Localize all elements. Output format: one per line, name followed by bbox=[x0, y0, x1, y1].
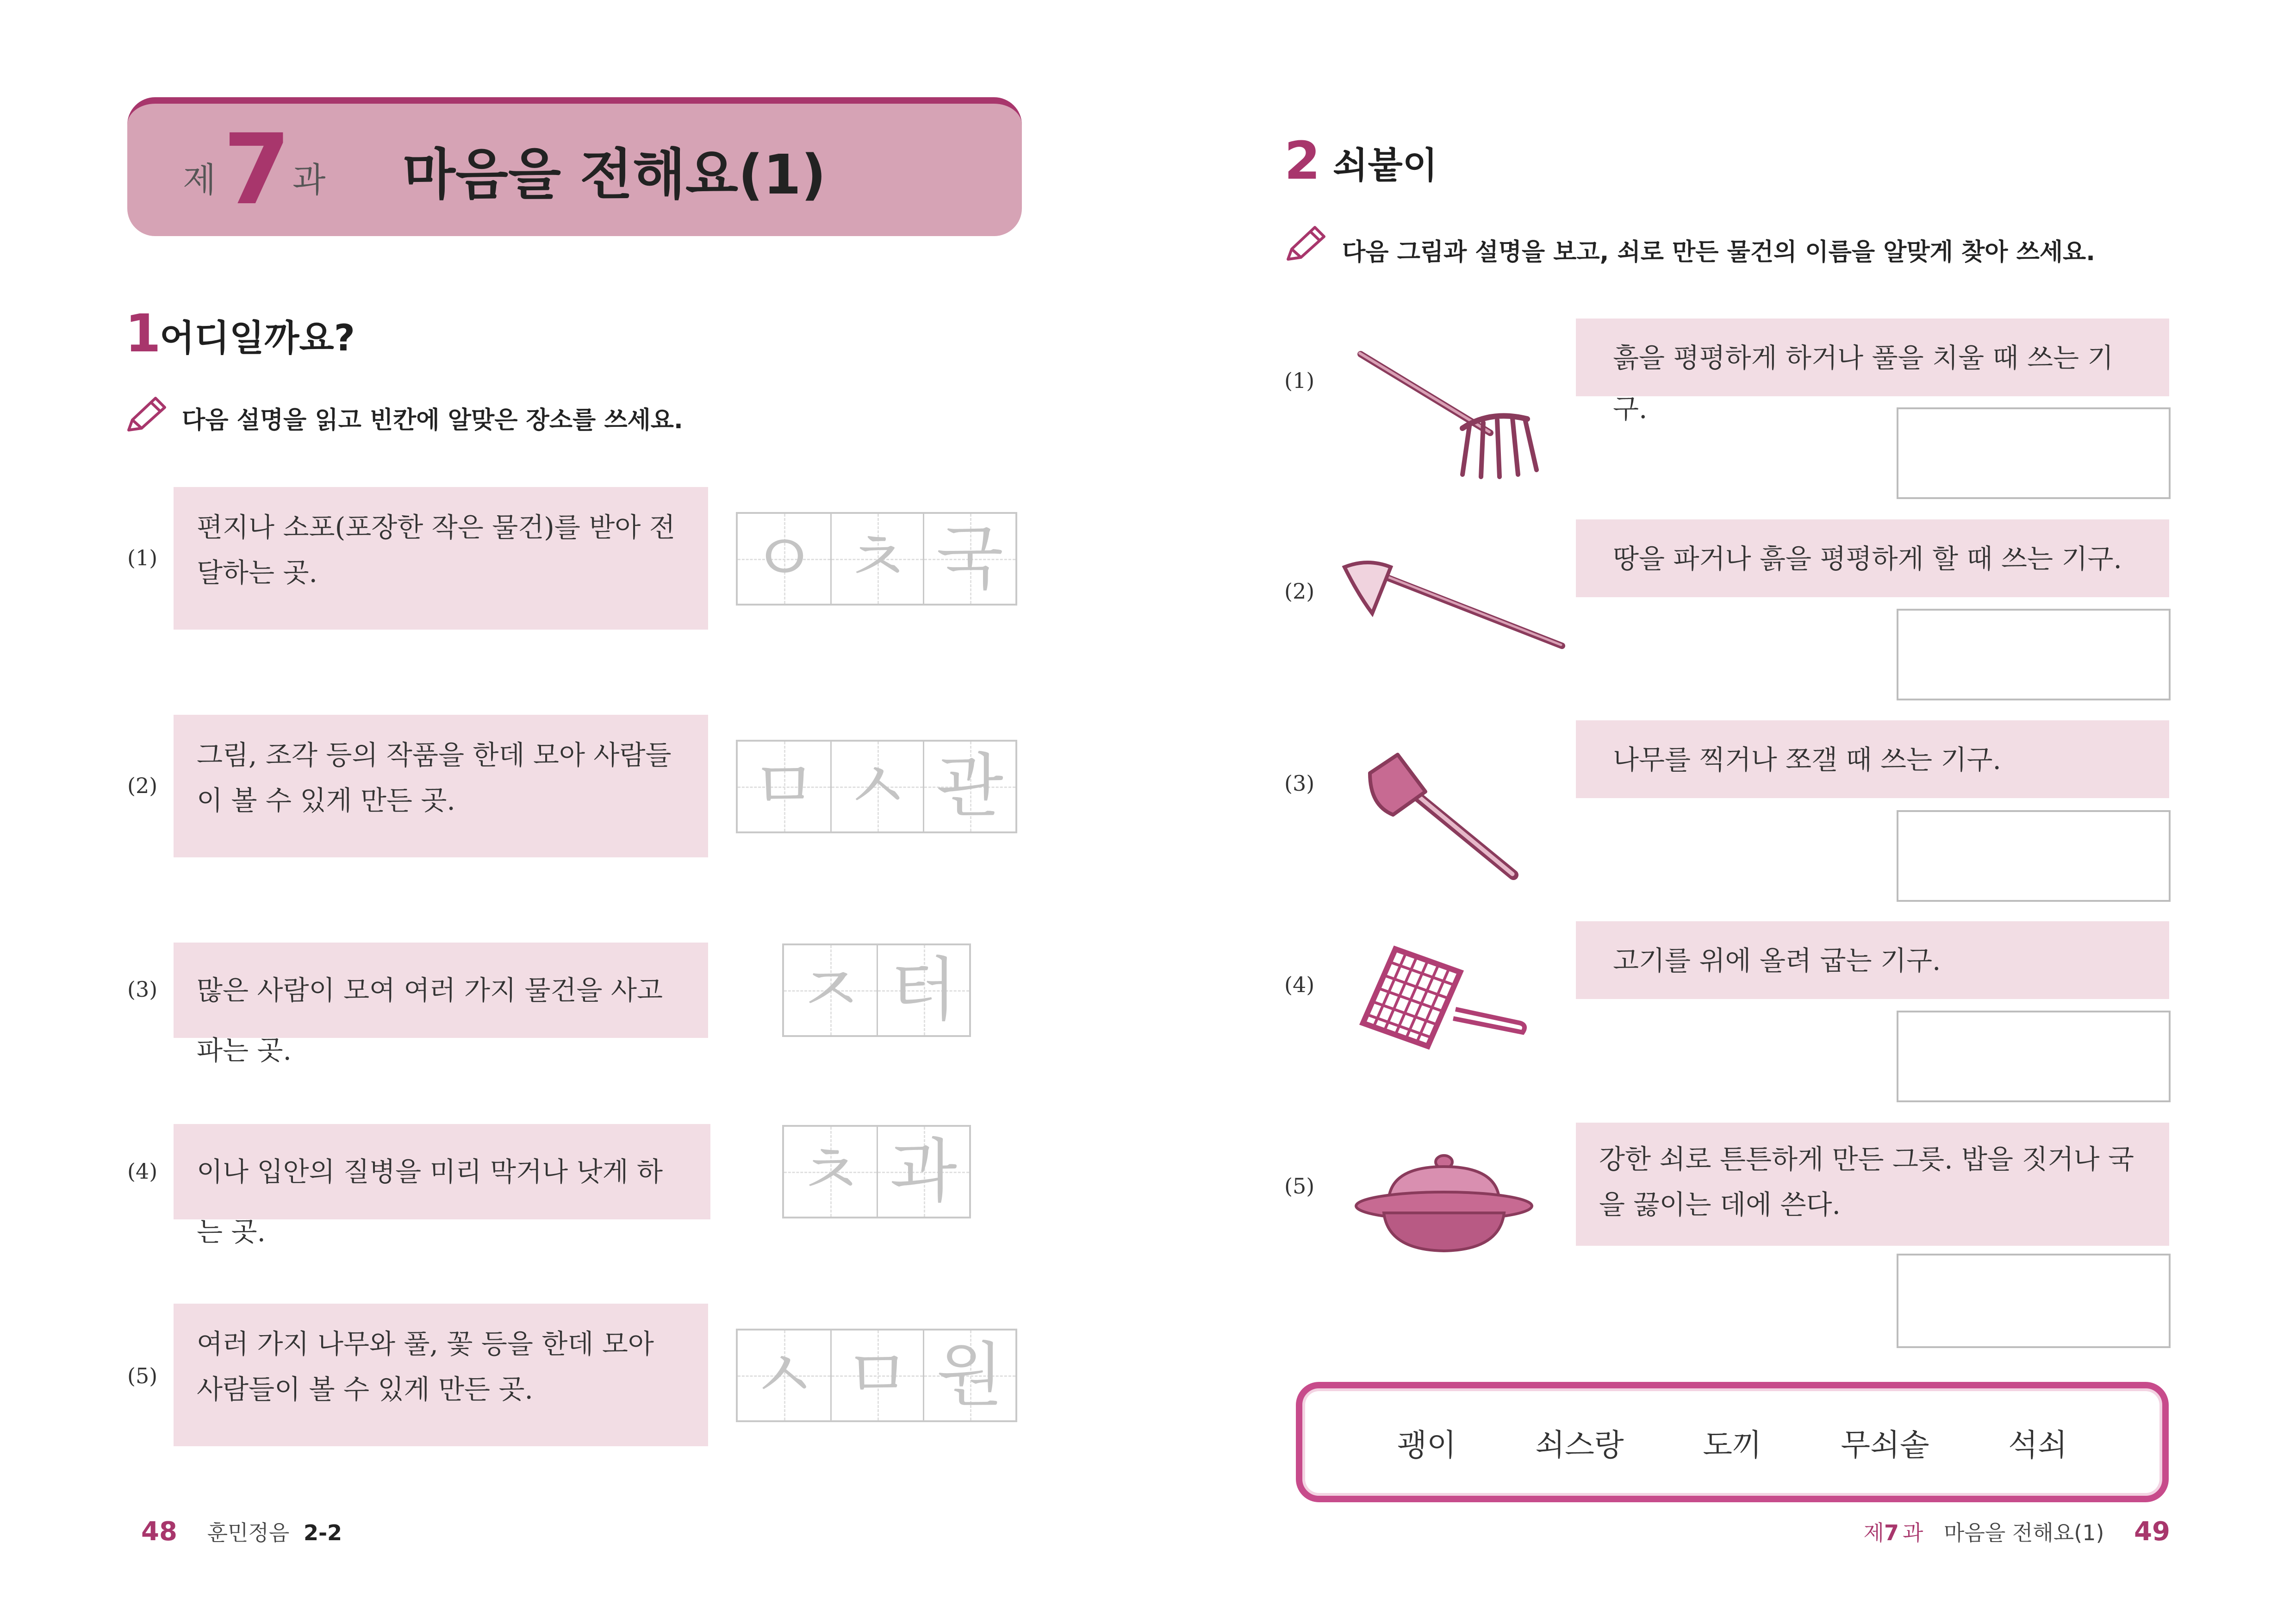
section1-instruction: 다음 설명을 읽고 빈칸에 알맞은 장소를 쓰세요. bbox=[182, 406, 683, 434]
answer-box[interactable] bbox=[1897, 407, 2171, 499]
word-bank-item: 석쇠 bbox=[2008, 1427, 2067, 1463]
answer-writing-grid[interactable] bbox=[736, 1329, 1017, 1422]
question-label: (1) bbox=[127, 545, 158, 570]
question-description: 나무를 찍거나 쪼갤 때 쓰는 기구. bbox=[1576, 720, 2169, 798]
hoe-icon bbox=[1340, 553, 1571, 662]
question-label: (4) bbox=[1284, 972, 1315, 997]
pencil-icon bbox=[1284, 224, 1328, 263]
iron-pot-icon bbox=[1351, 1148, 1537, 1261]
left-page-footer bbox=[141, 1516, 342, 1547]
word-bank-item: 괭이 bbox=[1397, 1427, 1456, 1463]
section2-number: 2 bbox=[1284, 131, 1320, 191]
question-description: 여러 가지 나무와 풀, 꽃 등을 한데 모아 사람들이 볼 수 있게 만든 곳. bbox=[174, 1304, 708, 1446]
footer-lesson-number: 7 bbox=[1884, 1520, 1899, 1545]
lesson-suffix: 과 bbox=[292, 160, 326, 200]
grid-cell[interactable]: 국 bbox=[923, 514, 1015, 604]
answer-writing-grid[interactable] bbox=[736, 740, 1017, 833]
question-label: (2) bbox=[127, 773, 158, 798]
section1-title: 어디일까요? bbox=[160, 318, 355, 359]
rake-icon bbox=[1351, 340, 1546, 490]
grid-cell[interactable]: 원 bbox=[923, 1330, 1015, 1420]
grid-cell[interactable]: ㅅ bbox=[738, 1330, 830, 1420]
question-description: 고기를 위에 올려 굽는 기구. bbox=[1576, 921, 2169, 999]
grid-cell[interactable]: ㅊ bbox=[830, 514, 923, 604]
question-label: (1) bbox=[1284, 368, 1315, 393]
question-label: (5) bbox=[1284, 1174, 1315, 1199]
question-label: (3) bbox=[127, 977, 158, 1002]
grid-cell[interactable]: 관 bbox=[923, 742, 1015, 831]
grid-cell[interactable]: ㅇ bbox=[738, 514, 830, 604]
answer-writing-grid[interactable] bbox=[782, 943, 971, 1037]
lesson-title: 마음을 전해요(1) bbox=[403, 143, 826, 206]
question-description: 편지나 소포(포장한 작은 물건)를 받아 전달하는 곳. bbox=[174, 487, 708, 630]
question-label: (4) bbox=[127, 1159, 158, 1184]
answer-box[interactable] bbox=[1897, 1254, 2171, 1348]
word-bank-item: 도끼 bbox=[1703, 1427, 1762, 1463]
right-page-footer bbox=[1864, 1516, 2170, 1547]
grid-cell[interactable]: ㅅ bbox=[830, 742, 923, 831]
answer-writing-grid[interactable] bbox=[736, 512, 1017, 606]
word-bank bbox=[1296, 1382, 2169, 1502]
answer-writing-grid[interactable] bbox=[782, 1125, 971, 1218]
grill-icon bbox=[1354, 944, 1530, 1053]
word-bank-item: 쇠스랑 bbox=[1535, 1427, 1624, 1463]
answer-box[interactable] bbox=[1897, 1011, 2171, 1102]
lesson-prefix: 제 bbox=[183, 160, 216, 200]
question-label: (3) bbox=[1284, 771, 1315, 796]
answer-box[interactable] bbox=[1897, 609, 2171, 700]
question-description: 그림, 조각 등의 작품을 한데 모아 사람들이 볼 수 있게 만든 곳. bbox=[174, 715, 708, 857]
question-label: (5) bbox=[127, 1363, 158, 1388]
question-description: 많은 사람이 모여 여러 가지 물건을 사고파는 곳. bbox=[174, 943, 708, 1038]
question-description: 땅을 파거나 흙을 평평하게 할 때 쓰는 기구. bbox=[1576, 519, 2169, 597]
lesson-number: 7 bbox=[223, 113, 291, 226]
footer-lesson-prefix: 제 bbox=[1863, 1520, 1884, 1545]
section1-number: 1 bbox=[125, 304, 161, 364]
page-number: 49 bbox=[2134, 1517, 2170, 1547]
question-description: 이나 입안의 질병을 미리 막거나 낫게 하는 곳. bbox=[174, 1124, 710, 1219]
page-number: 48 bbox=[141, 1517, 177, 1547]
book-grade: 2-2 bbox=[303, 1520, 342, 1545]
section2-title: 쇠붙이 bbox=[1333, 145, 1438, 187]
pencil-icon bbox=[125, 394, 169, 434]
footer-lesson-title: 마음을 전해요(1) bbox=[1944, 1520, 2104, 1545]
grid-cell[interactable]: ㅈ bbox=[784, 945, 877, 1035]
grid-cell[interactable]: ㅊ bbox=[784, 1127, 877, 1217]
footer-lesson-suffix: 과 bbox=[1902, 1520, 1923, 1545]
grid-cell[interactable]: 터 bbox=[877, 945, 969, 1035]
question-label: (2) bbox=[1284, 579, 1315, 604]
grid-cell[interactable]: ㅁ bbox=[738, 742, 830, 831]
grid-cell[interactable]: 과 bbox=[877, 1127, 969, 1217]
answer-box[interactable] bbox=[1897, 810, 2171, 902]
section2-instruction: 다음 그림과 설명을 보고, 쇠로 만든 물건의 이름을 알맞게 찾아 쓰세요. bbox=[1342, 238, 2096, 266]
question-description: 강한 쇠로 튼튼하게 만든 그릇. 밥을 짓거나 국을 끓이는 데에 쓴다. bbox=[1576, 1123, 2169, 1246]
axe-icon bbox=[1361, 750, 1527, 886]
question-description: 흙을 평평하게 하거나 풀을 치울 때 쓰는 기구. bbox=[1576, 319, 2169, 396]
book-title: 훈민정음 bbox=[207, 1520, 290, 1545]
word-bank-item: 무쇠솥 bbox=[1841, 1427, 1929, 1463]
grid-cell[interactable]: ㅁ bbox=[830, 1330, 923, 1420]
